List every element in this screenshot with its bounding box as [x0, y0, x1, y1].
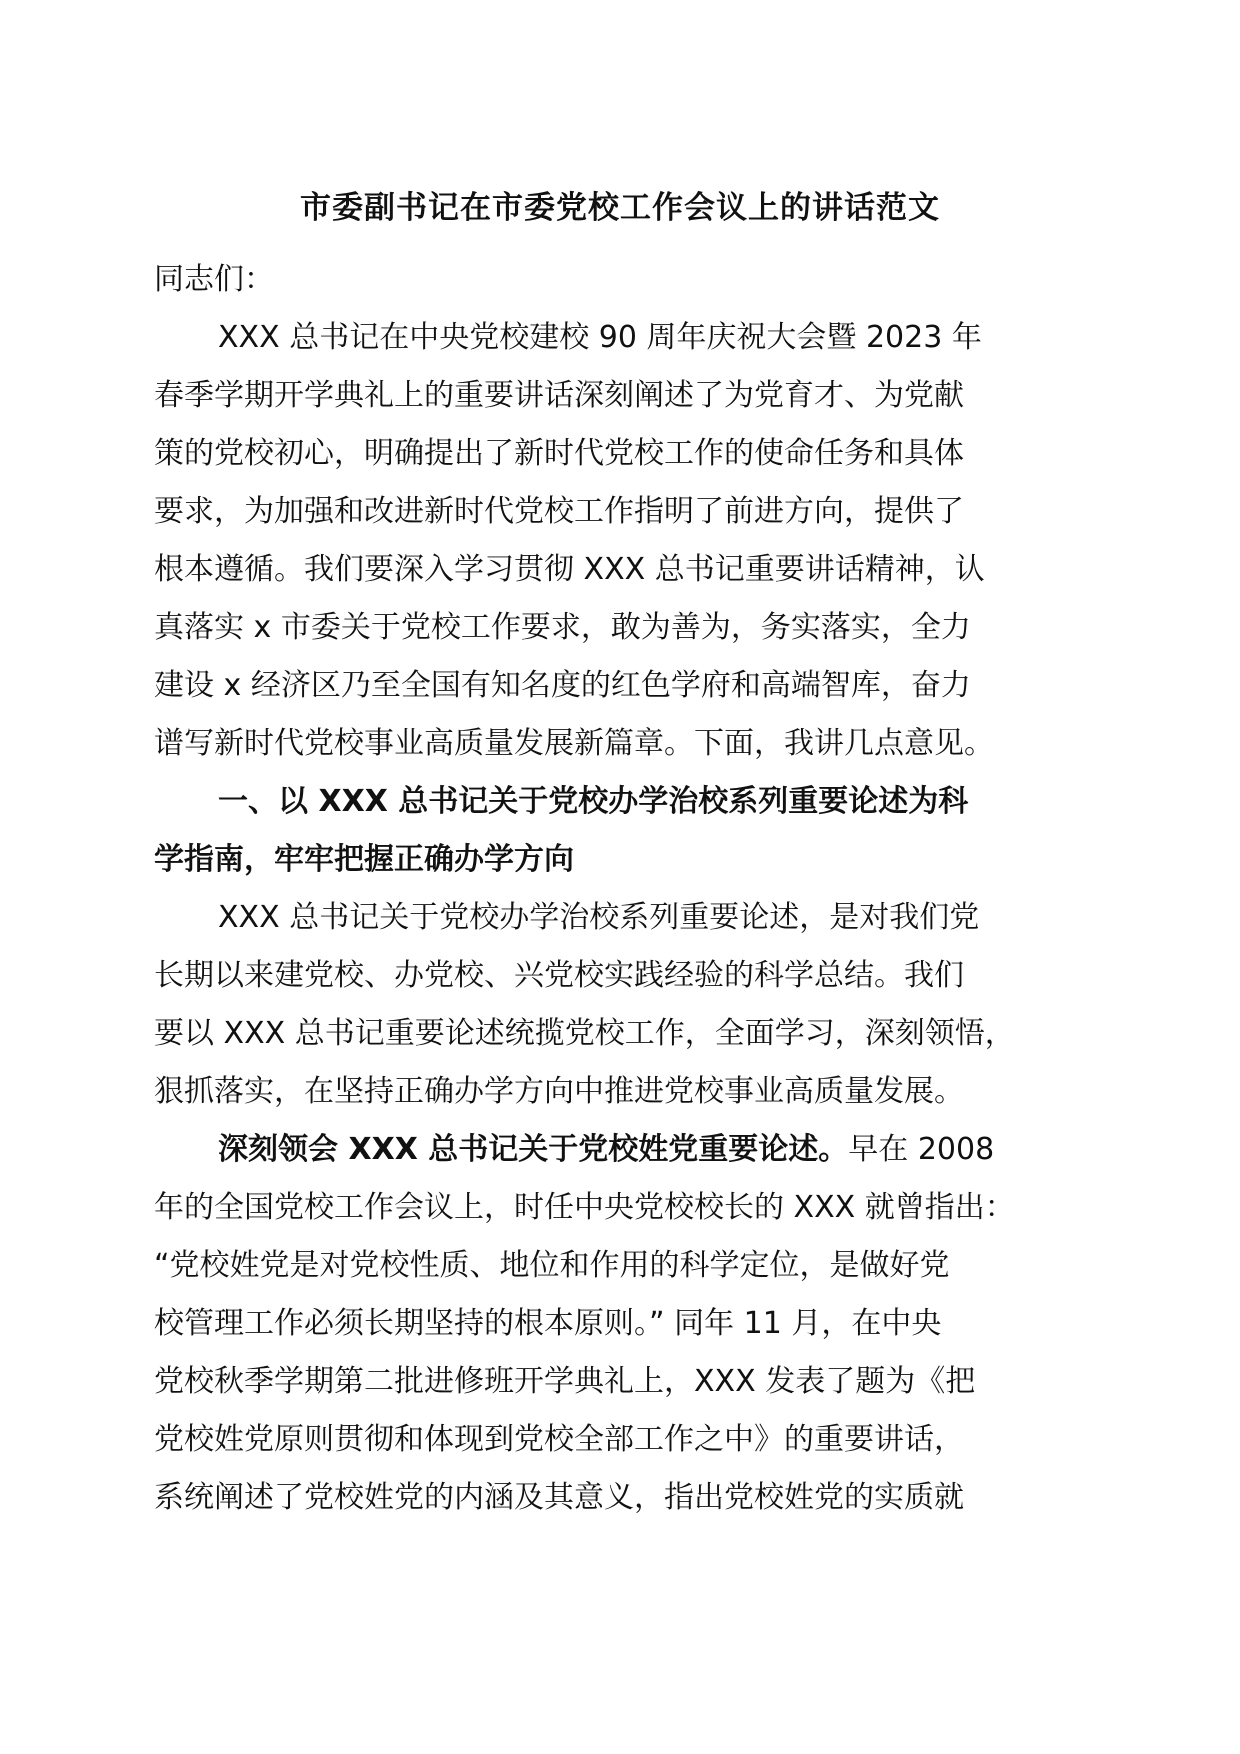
paragraph-line-mixed: [154, 1121, 1104, 1179]
document-title: 市委副书记在市委党校工作会议上的讲话范文: [300, 190, 940, 226]
paragraph-line: 系统阐述了党校姓党的内涵及其意义，指出党校姓党的实质就: [154, 1480, 964, 1515]
section-heading-line: 一、以 XXX 总书记关于党校办学治校系列重要论述为科: [218, 784, 969, 819]
salutation: 同志们：: [154, 262, 274, 297]
paragraph-line: 根本遵循。我们要深入学习贯彻 XXX 总书记重要讲话精神，认: [154, 552, 985, 587]
paragraph-line: 真落实 x 市委关于党校工作要求，敢为善为，务实落实，全力: [154, 610, 971, 645]
paragraph-line: 策的党校初心，明确提出了新时代党校工作的使命任务和具体: [154, 436, 964, 471]
paragraph-line: 建设 x 经济区乃至全国有知名度的红色学府和高端智库，奋力: [154, 668, 971, 703]
paragraph-line: XXX 总书记在中央党校建校 90 周年庆祝大会暨 2023 年: [218, 320, 982, 355]
paragraph-line: XXX 总书记关于党校办学治校系列重要论述，是对我们党: [218, 900, 980, 935]
paragraph-line: 要以 XXX 总书记重要论述统揽党校工作，全面学习，深刻领悟，: [154, 1016, 1015, 1051]
paragraph-line: 要求，为加强和改进新时代党校工作指明了前进方向，提供了: [154, 494, 964, 529]
paragraph-line: 谱写新时代党校事业高质量发展新篇章。下面，我讲几点意见。: [154, 726, 994, 761]
paragraph-line: 党校姓党原则贯彻和体现到党校全部工作之中》的重要讲话，: [154, 1422, 964, 1457]
paragraph-line: 长期以来建党校、办党校、兴党校实践经验的科学总结。我们: [154, 958, 964, 993]
paragraph-line: 校管理工作必须长期坚持的根本原则。” 同年 11 月，在中央: [154, 1306, 942, 1341]
section-heading-line: 学指南，牢牢把握正确办学方向: [154, 842, 574, 877]
paragraph-text: 早在 2008: [848, 1132, 995, 1167]
paragraph-line: 年的全国党校工作会议上，时任中央党校校长的 XXX 就曾指出：: [154, 1190, 1015, 1225]
document-body: [154, 251, 1104, 1527]
paragraph-line: 党校秋季学期第二批进修班开学典礼上，XXX 发表了题为《把: [154, 1364, 976, 1399]
paragraph-line: 春季学期开学典礼上的重要讲话深刻阐述了为党育才、为党献: [154, 378, 964, 413]
paragraph-line: “党校姓党是对党校性质、地位和作用的科学定位，是做好党: [154, 1248, 950, 1283]
bold-lead-sentence: 深刻领会 XXX 总书记关于党校姓党重要论述。: [218, 1132, 849, 1167]
paragraph-line: 狠抓落实，在坚持正确办学方向中推进党校事业高质量发展。: [154, 1074, 964, 1109]
